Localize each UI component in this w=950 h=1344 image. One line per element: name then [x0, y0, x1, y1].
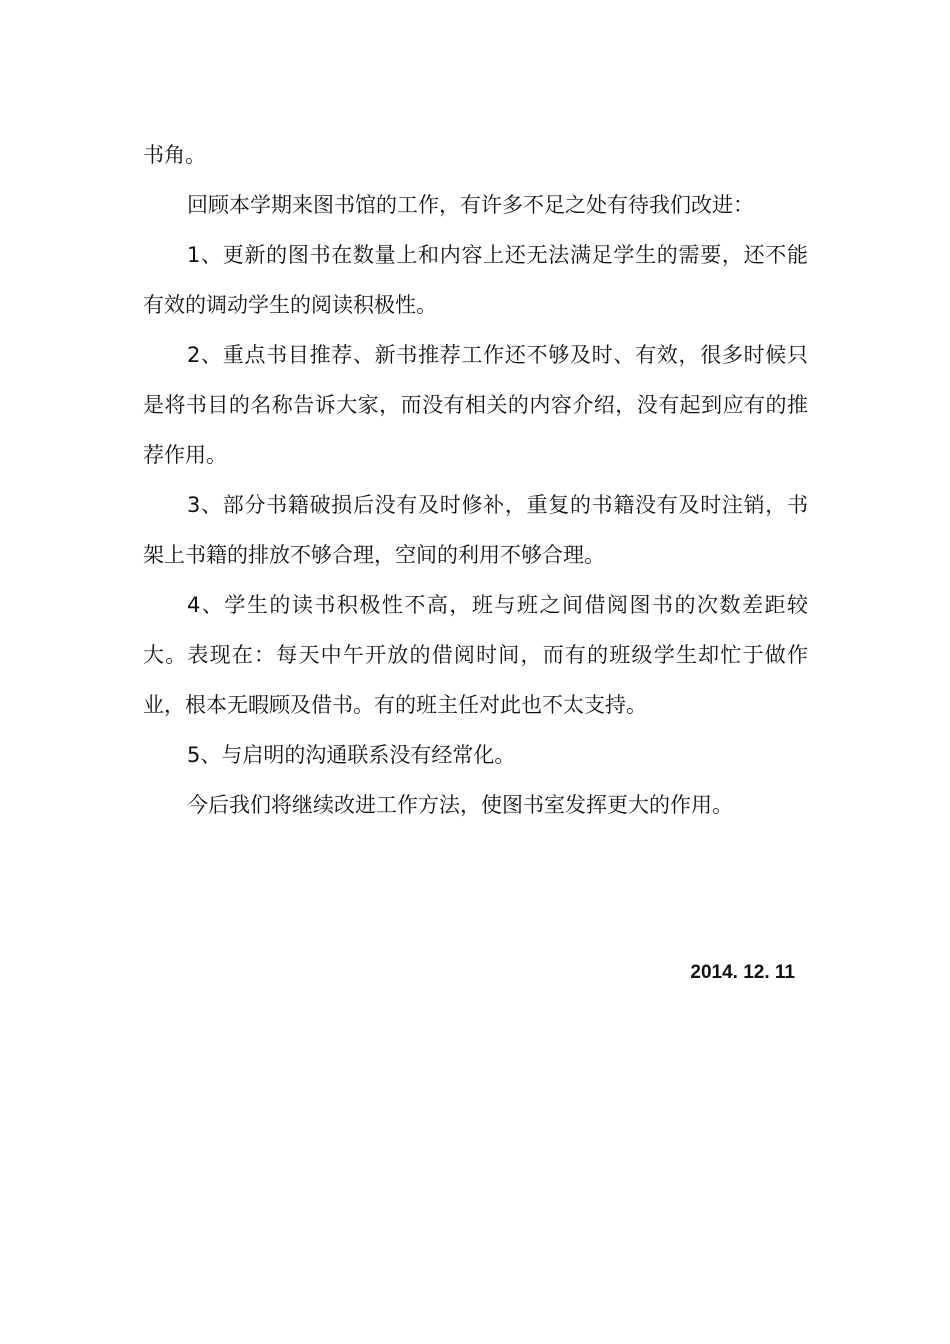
paragraph-item-3: 3、部分书籍破损后没有及时修补，重复的书籍没有及时注销，书架上书籍的排放不够合理，空间的利用不够合理。: [143, 493, 808, 567]
paragraph-item-2: 2、重点书目推荐、新书推荐工作还不够及时、有效，很多时候只是将书目的名称告诉大家，而没有相关的内容介绍，没有起到应有的推荐作用。: [143, 343, 808, 467]
paragraph-review-intro: 回顾本学期来图书馆的工作，有许多不足之处有待我们改进：: [187, 193, 754, 217]
paragraph-item-4: 4、学生的读书积极性不高，班与班之间借阅图书的次数差距较大。表现在：每天中午开放的借阅时间，而有的班级学生却忙于做作业，根本无暇顾及借书。有的班主任对此也不太支持。: [143, 593, 808, 717]
paragraph-conclusion: 今后我们将继续改进工作方法，使图书室发挥更大的作用。: [187, 793, 733, 817]
paragraph-item-1: 1、更新的图书在数量上和内容上还无法满足学生的需要，还不能有效的调动学生的阅读积极性。: [143, 243, 808, 317]
document-body: [143, 130, 808, 830]
document-date: 2014. 12. 11: [690, 962, 795, 983]
paragraph-item-5: 5、与启明的沟通联系没有经常化。: [187, 743, 516, 767]
paragraph-continuation: 书角。: [143, 143, 206, 167]
